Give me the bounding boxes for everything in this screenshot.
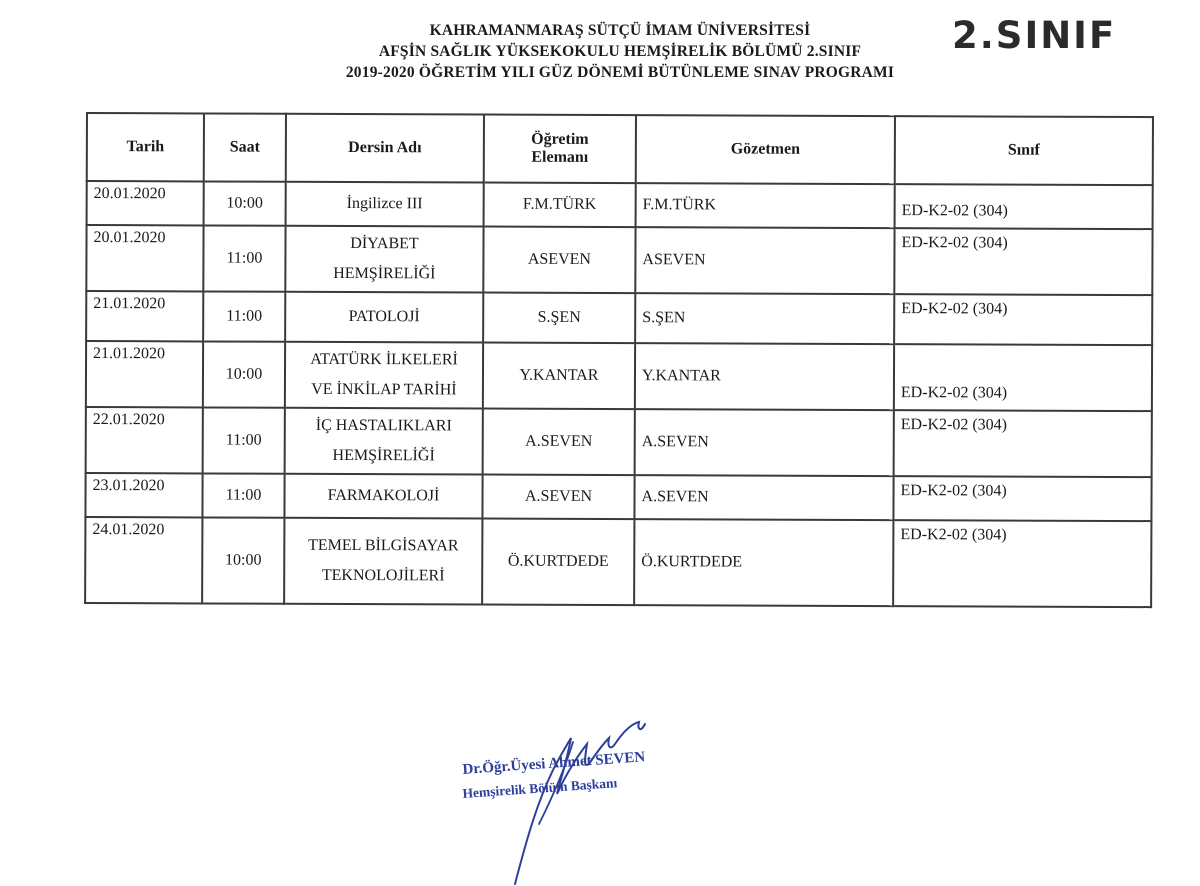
cell-time: 10:00 bbox=[204, 181, 286, 225]
cell-date: 24.01.2020 bbox=[85, 517, 202, 603]
cell-proctor: F.M.TÜRK bbox=[636, 183, 895, 228]
class-badge: 2.SINIF bbox=[952, 14, 1117, 57]
cell-proctor: Ö.KURTDEDE bbox=[634, 519, 893, 606]
cell-proctor: S.ŞEN bbox=[635, 293, 894, 344]
cell-proctor: A.SEVEN bbox=[635, 409, 894, 476]
cell-instructor: A.SEVEN bbox=[482, 475, 634, 520]
table-row bbox=[86, 407, 1152, 477]
course-name-line1: TEMEL BİLGİSAYAR bbox=[308, 536, 459, 555]
cell-time: 11:00 bbox=[203, 225, 285, 291]
table-row bbox=[85, 517, 1151, 607]
cell-room: ED-K2-02 (304) bbox=[894, 344, 1152, 411]
header-instructor-line2: Elemanı bbox=[531, 148, 589, 166]
cell-room: ED-K2-02 (304) bbox=[894, 410, 1152, 477]
cell-time: 10:00 bbox=[202, 517, 284, 603]
cell-course-name bbox=[285, 226, 483, 293]
course-name-line2: HEMŞİRELİĞİ bbox=[332, 446, 435, 465]
header-date: Tarih bbox=[87, 113, 204, 181]
course-name-line1: ATATÜRK İLKELERİ bbox=[310, 350, 458, 369]
table-row bbox=[86, 291, 1152, 345]
table-header-row bbox=[87, 113, 1153, 185]
cell-room: ED-K2-02 (304) bbox=[894, 228, 1152, 295]
cell-room: ED-K2-02 (304) bbox=[894, 294, 1152, 345]
cell-course-name bbox=[285, 408, 483, 475]
table-row bbox=[86, 341, 1152, 411]
course-name-line2: HEMŞİRELİĞİ bbox=[333, 264, 436, 283]
course-name-line2: TEKNOLOJİLERİ bbox=[321, 566, 445, 585]
course-name-line1: İÇ HASTALIKLARI bbox=[315, 416, 452, 435]
university-name: KAHRAMANMARAŞ SÜTÇÜ İMAM ÜNİVERSİTESİ bbox=[429, 22, 811, 39]
cell-date: 21.01.2020 bbox=[86, 341, 203, 407]
course-name-line1: FARMAKOLOJİ bbox=[327, 486, 440, 505]
cell-instructor: Y.KANTAR bbox=[483, 343, 635, 410]
department-name: AFŞİN SAĞLIK YÜKSEKOKULU HEMŞİRELİK BÖLÜMÜ 2.SINIF bbox=[378, 43, 862, 60]
cell-proctor: Y.KANTAR bbox=[635, 343, 894, 410]
course-name-line2: VE İNKİLAP TARİHİ bbox=[311, 380, 457, 399]
cell-instructor: A.SEVEN bbox=[483, 409, 635, 476]
cell-date: 20.01.2020 bbox=[86, 225, 203, 291]
program-title: 2019-2020 ÖĞRETİM YILI GÜZ DÖNEMİ BÜTÜNLEME SINAV PROGRAMI bbox=[345, 64, 895, 81]
header-instructor-line1: Öğretim bbox=[531, 130, 589, 148]
cell-room: ED-K2-02 (304) bbox=[893, 520, 1151, 607]
cell-time: 11:00 bbox=[203, 291, 285, 341]
cell-instructor: Ö.KURTDEDE bbox=[482, 519, 634, 606]
header-room: Sınıf bbox=[895, 116, 1153, 185]
table-row bbox=[87, 181, 1153, 229]
cell-instructor: F.M.TÜRK bbox=[484, 183, 636, 228]
cell-course-name bbox=[285, 292, 483, 343]
signatory-name: Dr.Öğr.Üyesi Ahmet SEVEN bbox=[462, 749, 646, 778]
cell-time: 10:00 bbox=[203, 341, 285, 407]
course-name-line1: DİYABET bbox=[350, 235, 419, 253]
cell-time: 11:00 bbox=[202, 473, 284, 517]
cell-course-name bbox=[284, 518, 482, 605]
cell-proctor: ASEVEN bbox=[635, 227, 894, 294]
signatory-role: Hemşirelik Bölüm Başkanı bbox=[462, 775, 618, 801]
cell-date: 22.01.2020 bbox=[86, 407, 203, 473]
cell-date: 20.01.2020 bbox=[87, 181, 204, 225]
cell-course-name bbox=[285, 342, 483, 409]
exam-schedule-table bbox=[84, 112, 1154, 608]
cell-course-name bbox=[286, 182, 484, 227]
header-time: Saat bbox=[204, 113, 286, 181]
table-row bbox=[86, 225, 1152, 295]
cell-room: ED-K2-02 (304) bbox=[893, 476, 1151, 521]
cell-time: 11:00 bbox=[203, 407, 285, 473]
cell-instructor: S.ŞEN bbox=[483, 293, 635, 344]
cell-proctor: A.SEVEN bbox=[634, 475, 893, 520]
cell-date: 21.01.2020 bbox=[86, 291, 203, 341]
header-proctor: Gözetmen bbox=[636, 115, 895, 184]
course-name-line1: PATOLOJİ bbox=[348, 308, 420, 326]
header-instructor bbox=[484, 115, 636, 184]
cell-instructor: ASEVEN bbox=[483, 227, 635, 294]
table-row bbox=[85, 473, 1151, 521]
cell-room: ED-K2-02 (304) bbox=[895, 184, 1153, 229]
document-header bbox=[250, 20, 990, 83]
course-name-line1: İngilizce III bbox=[346, 195, 423, 213]
cell-date: 23.01.2020 bbox=[85, 473, 202, 517]
header-course-name: Dersin Adı bbox=[286, 114, 484, 183]
cell-course-name bbox=[284, 474, 482, 519]
